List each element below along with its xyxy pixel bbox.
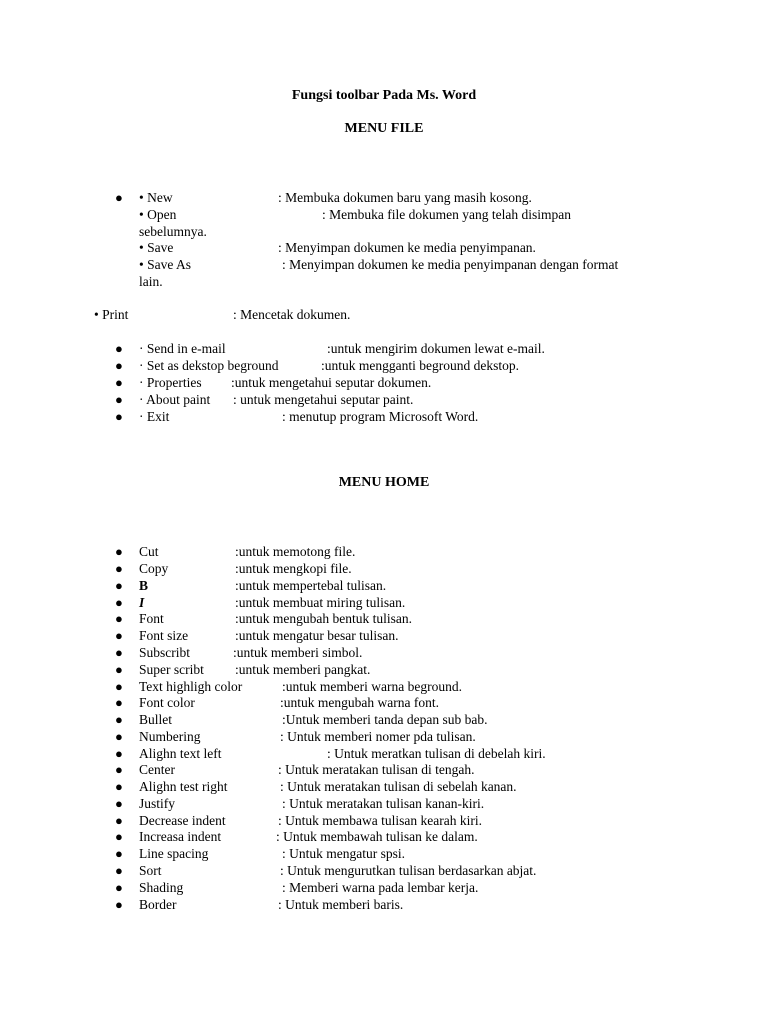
item-term: Shading — [139, 880, 184, 895]
bullet-icon: ● — [115, 578, 123, 593]
menu-home-heading: MENU HOME — [338, 475, 430, 490]
item-desc: :untuk mengubah bentuk tulisan. — [235, 611, 412, 626]
item-desc: : Mencetak dokumen. — [233, 307, 351, 322]
menu-file-heading: MENU FILE — [344, 121, 424, 136]
item-desc: : Untuk mengurutkan tulisan berdasarkan abjat. — [280, 863, 537, 878]
item-desc: : menutup program Microsoft Word. — [282, 409, 479, 424]
bullet-icon: ● — [115, 358, 123, 373]
item-term: Text highligh color — [139, 679, 243, 694]
item-term: Increasa indent — [139, 829, 222, 844]
item-term: Line spacing — [139, 846, 209, 861]
item-term: · Set as dekstop beground — [139, 358, 279, 373]
item-term: Border — [139, 897, 177, 912]
bullet-icon: ● — [115, 628, 123, 643]
bullet-icon: ● — [115, 561, 123, 576]
bullet-icon: ● — [115, 375, 123, 390]
item-desc: :untuk memberi pangkat. — [235, 662, 371, 677]
item-term: Subscribt — [139, 645, 191, 660]
bullet-icon: ● — [115, 880, 123, 895]
bullet-icon: ● — [115, 595, 123, 610]
item-desc: : Untuk membawah tulisan ke dalam. — [276, 829, 478, 844]
bullet-icon: ● — [115, 846, 123, 861]
item-term: • Save As — [139, 257, 191, 272]
item-term: • New — [139, 190, 173, 205]
bullet-icon: ● — [115, 712, 123, 727]
item-desc: :untuk mempertebal tulisan. — [235, 578, 387, 593]
bullet-icon: ● — [115, 190, 123, 205]
item-desc: : Untuk mengatur spsi. — [282, 846, 405, 861]
item-desc: : Untuk meratakan tulisan di sebelah kanan. — [280, 779, 517, 794]
item-term: · Send in e-mail — [139, 341, 226, 356]
item-desc: : Untuk membawa tulisan kearah kiri. — [278, 813, 482, 828]
item-desc: : Membuka dokumen baru yang masih kosong. — [278, 190, 532, 205]
item-continuation: sebelumnya. — [139, 224, 207, 239]
document-title: Fungsi toolbar Pada Ms. Word — [291, 88, 477, 103]
item-desc: :untuk membuat miring tulisan. — [235, 595, 406, 610]
item-term: Super scribt — [139, 662, 204, 677]
bullet-icon: ● — [115, 611, 123, 626]
item-continuation: lain. — [139, 274, 163, 289]
bullet-icon: ● — [115, 796, 123, 811]
item-term: • Save — [139, 240, 174, 255]
item-term: Decrease indent — [139, 813, 226, 828]
item-desc: : Untuk memberi nomer pda tulisan. — [280, 729, 476, 744]
item-desc: :untuk mengatur besar tulisan. — [235, 628, 399, 643]
item-term: Center — [139, 762, 175, 777]
item-term: Font — [139, 611, 164, 626]
item-term: · Properties — [139, 375, 202, 390]
bullet-icon: ● — [115, 762, 123, 777]
item-term: Alighn text left — [139, 746, 222, 761]
item-desc: :Untuk memberi tanda depan sub bab. — [282, 712, 488, 727]
item-desc: :untuk memberi simbol. — [233, 645, 363, 660]
bullet-icon: ● — [115, 813, 123, 828]
item-desc: :untuk mengetahui seputar dokumen. — [231, 375, 432, 390]
bullet-icon: ● — [115, 679, 123, 694]
item-term: Copy — [139, 561, 169, 576]
bullet-icon: ● — [115, 729, 123, 744]
item-desc: : Untuk meratkan tulisan di debelah kiri. — [327, 746, 546, 761]
bullet-icon: ● — [115, 829, 123, 844]
item-term: · Exit — [139, 409, 170, 424]
item-term: • Open — [139, 207, 177, 222]
item-term: B — [139, 578, 149, 593]
item-term: Sort — [139, 863, 162, 878]
item-term: · About paint — [139, 392, 211, 407]
item-desc: : Membuka file dokumen yang telah disimpan — [322, 207, 571, 222]
bullet-icon: ● — [115, 645, 123, 660]
bullet-icon: ● — [115, 779, 123, 794]
item-term: Cut — [139, 544, 159, 559]
item-desc: : Untuk memberi baris. — [278, 897, 404, 912]
item-desc: : Menyimpan dokumen ke media penyimpanan dengan format — [282, 257, 619, 272]
bullet-icon: ● — [115, 662, 123, 677]
item-term: Justify — [139, 796, 176, 811]
bullet-icon: ● — [115, 392, 123, 407]
item-desc: :untuk mengganti beground dekstop. — [321, 358, 519, 373]
item-desc: :untuk mengubah warna font. — [280, 695, 439, 710]
item-desc: : untuk mengetahui seputar paint. — [233, 392, 414, 407]
item-desc: : Untuk meratakan tulisan kanan-kiri. — [282, 796, 485, 811]
bullet-icon: ● — [115, 341, 123, 356]
item-term: Numbering — [139, 729, 201, 744]
item-desc: :untuk mengkopi file. — [235, 561, 352, 576]
item-term: • Print — [94, 307, 129, 322]
item-desc: : Memberi warna pada lembar kerja. — [282, 880, 479, 895]
bullet-icon: ● — [115, 544, 123, 559]
item-desc: :untuk memotong file. — [235, 544, 356, 559]
bullet-icon: ● — [115, 695, 123, 710]
item-term: Alighn test right — [139, 779, 228, 794]
bullet-icon: ● — [115, 897, 123, 912]
bullet-icon: ● — [115, 746, 123, 761]
item-desc: : Untuk meratakan tulisan di tengah. — [278, 762, 475, 777]
item-term: I — [139, 595, 145, 610]
item-term: Font size — [139, 628, 189, 643]
item-desc: :untuk memberi warna beground. — [282, 679, 462, 694]
bullet-icon: ● — [115, 409, 123, 424]
item-term: Bullet — [139, 712, 172, 727]
bullet-icon: ● — [115, 863, 123, 878]
item-term: Font color — [139, 695, 195, 710]
item-desc: :untuk mengirim dokumen lewat e-mail. — [327, 341, 545, 356]
item-desc: : Menyimpan dokumen ke media penyimpanan. — [278, 240, 536, 255]
